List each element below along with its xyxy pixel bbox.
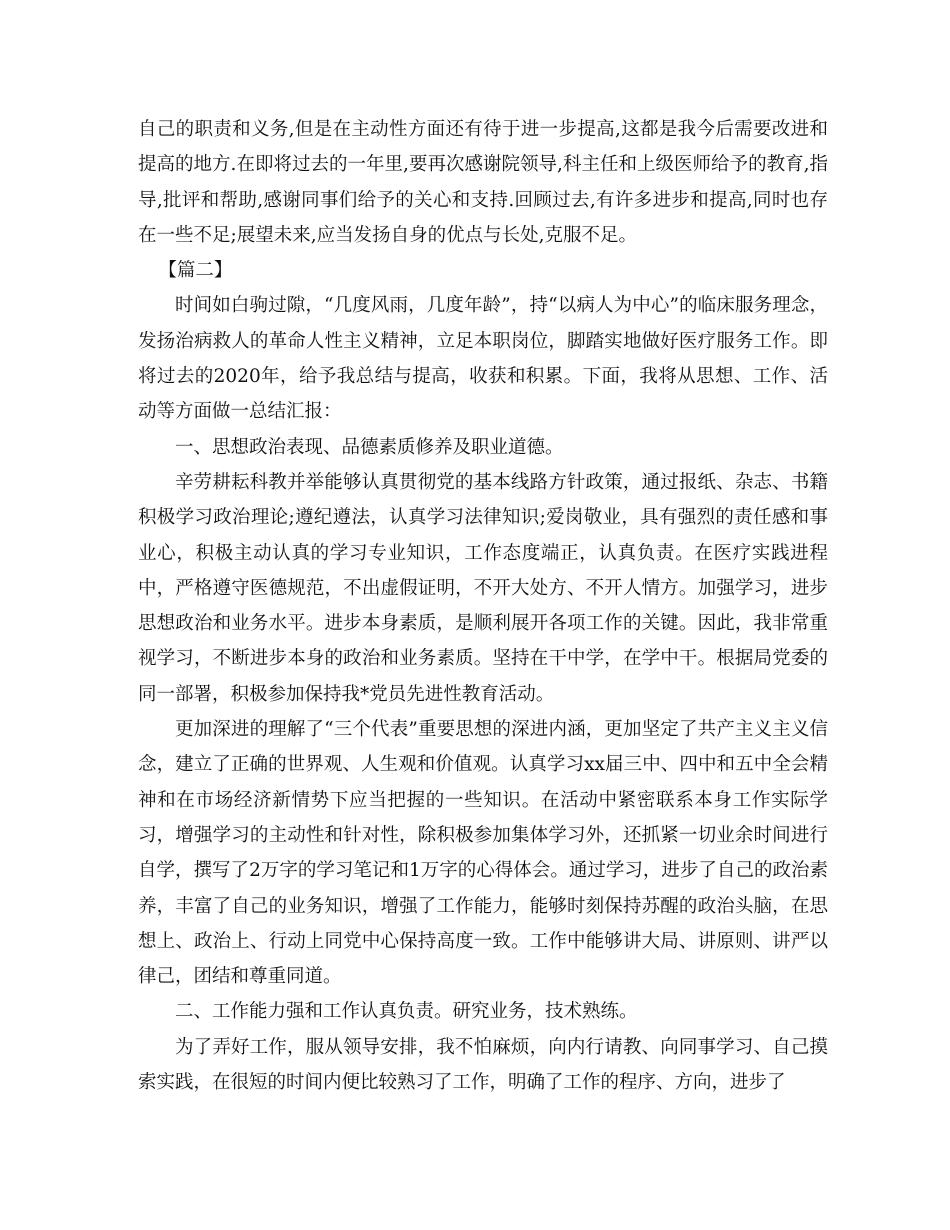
document-body (138, 112, 828, 1100)
paragraph-intro: 时间如白驹过隙，“几度风雨，几度年龄”，持“以病人为中心”的临床服务理念，发扬治病救人的革命人性主义精神，立足本职岗位，脚踏实地做好医疗服务工作。即将过去的2020年，给予我总结与提高，收获和积累。下面，我将从思想、工作、活动等方面做一总结汇报： (138, 295, 828, 423)
paragraph-three-represents: 更加深进的理解了“三个代表”重要思想的深进内涵，更加坚定了共产主义主义信念，建立了正确的世界观、人生观和价值观。认真学习xx届三中、四中和五中全会精神和在市场经济新情势下应当把握的一些知识。在活动中紧密联系本身工作实际学习，增强学习的主动性和针对性，除积极参加集体学习外，还抓紧一切业余时间进行自学，撰写了2万字的学习笔记和1万字的心得体会。通过学习，进步了自己的政治素养，丰富了自己的业务知识，增强了工作能力，能够时刻保持苏醒的政治头脑，在思想上、政治上、行动上同党中心保持高度一致。工作中能够讲大局、讲原则、讲严以律己，团结和尊重同道。 (138, 719, 828, 988)
section-heading-1: 一、思想政治表现、品德素质修养及职业道德。 (175, 436, 564, 458)
paragraph-political-study: 辛劳耕耘科教并举能够认真贯彻党的基本线路方针政策，通过报纸、杂志、书籍积极学习政治理论;遵纪遵法，认真学习法律知识;爱岗敬业，具有强烈的责任感和事业心，积极主动认真的学习专业知识，工作态度端正，认真负责。在医疗实践进程中，严格遵守医德规范，不出虚假证明，不开大处方、不开人情方。加强学习，进步思想政治和业务水平。进步本身素质，是顺利展开各项工作的关键。因此，我非常重视学习，不断进步本身的政治和业务素质。坚持在干中学，在学中干。根据局党委的同一部署，积极参加保持我*党员先进性教育活动。 (138, 471, 828, 705)
section-heading-part-two: 【篇二】 (158, 260, 233, 282)
paragraph-continuation: 自己的职责和义务,但是在主动性方面还有待于进一步提高,这都是我今后需要改进和提高的地方.在即将过去的一年里,要再次感谢院领导,科主任和上级医师给予的教育,指导,批评和帮助,感谢同事们给予的关心和支持.回顾过去,有许多进步和提高,同时也存在一些不足;展望未来,应当发扬自身的优点与长处,克服不足。 (138, 119, 828, 246)
section-heading-2: 二、工作能力强和工作认真负责。研究业务，技术熟练。 (175, 1001, 638, 1023)
paragraph-work-ability: 为了弄好工作，服从领导安排，我不怕麻烦，向内行请教、向同事学习、自己摸索实践，在很短的时间内便比较熟习了工作，明确了工作的程序、方向，进步了 (138, 1036, 828, 1094)
